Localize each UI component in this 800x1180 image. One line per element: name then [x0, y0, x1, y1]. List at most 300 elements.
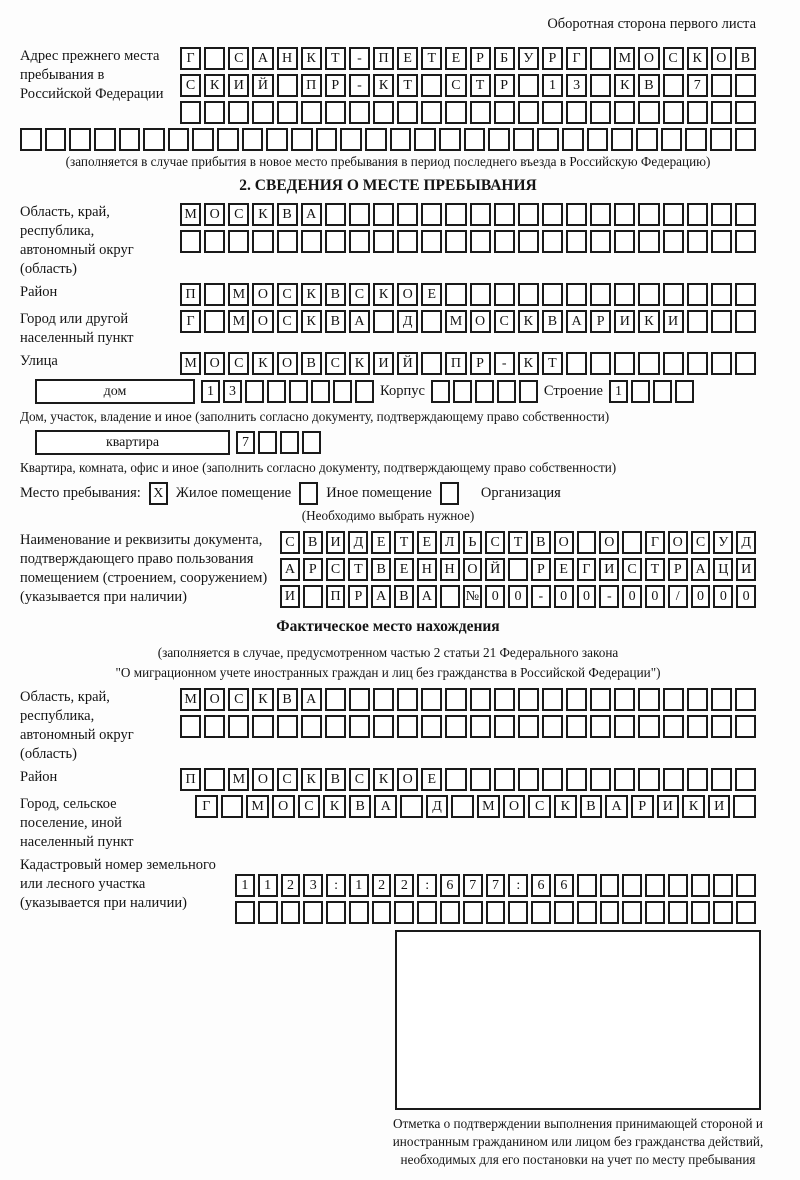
- char-box[interactable]: [687, 203, 708, 226]
- char-box[interactable]: [397, 715, 418, 738]
- char-box[interactable]: [566, 688, 587, 711]
- char-box[interactable]: О: [252, 310, 273, 333]
- char-box[interactable]: [638, 768, 659, 791]
- char-box[interactable]: -: [531, 585, 551, 608]
- char-box[interactable]: [168, 128, 190, 151]
- char-box[interactable]: 0: [577, 585, 597, 608]
- char-box[interactable]: [299, 482, 318, 505]
- char-box[interactable]: [542, 688, 563, 711]
- char-box[interactable]: Е: [421, 283, 442, 306]
- char-box[interactable]: И: [599, 558, 619, 581]
- char-box[interactable]: [542, 203, 563, 226]
- char-box[interactable]: [542, 230, 563, 253]
- char-box[interactable]: А: [566, 310, 587, 333]
- char-box[interactable]: В: [277, 203, 298, 226]
- char-box[interactable]: [280, 431, 299, 454]
- char-box[interactable]: [711, 688, 732, 711]
- char-box[interactable]: [421, 230, 442, 253]
- char-box[interactable]: [421, 352, 442, 375]
- char-box[interactable]: 1: [609, 380, 628, 403]
- char-box[interactable]: [711, 768, 732, 791]
- char-box[interactable]: К: [323, 795, 346, 818]
- char-box[interactable]: П: [180, 768, 201, 791]
- char-box[interactable]: [590, 203, 611, 226]
- char-box[interactable]: Ь: [463, 531, 483, 554]
- char-box[interactable]: [663, 203, 684, 226]
- char-box[interactable]: [281, 901, 301, 924]
- char-box[interactable]: Т: [397, 74, 418, 97]
- char-box[interactable]: 0: [508, 585, 528, 608]
- char-box[interactable]: М: [228, 768, 249, 791]
- char-box[interactable]: 7: [486, 874, 506, 897]
- char-box[interactable]: [600, 874, 620, 897]
- char-box[interactable]: [614, 283, 635, 306]
- char-box[interactable]: О: [599, 531, 619, 554]
- char-box[interactable]: [301, 230, 322, 253]
- char-box[interactable]: 1: [258, 874, 278, 897]
- char-box[interactable]: [475, 380, 494, 403]
- char-box[interactable]: [204, 47, 225, 70]
- char-box[interactable]: Т: [394, 531, 414, 554]
- char-box[interactable]: С: [663, 47, 684, 70]
- char-box[interactable]: К: [518, 352, 539, 375]
- char-box[interactable]: [325, 230, 346, 253]
- char-box[interactable]: Й: [252, 74, 273, 97]
- char-box[interactable]: [258, 901, 278, 924]
- char-box[interactable]: С: [228, 203, 249, 226]
- char-box[interactable]: [577, 531, 597, 554]
- char-box[interactable]: [653, 380, 672, 403]
- char-box[interactable]: [325, 688, 346, 711]
- char-box[interactable]: С: [228, 47, 249, 70]
- char-box[interactable]: [470, 203, 491, 226]
- char-box[interactable]: О: [463, 558, 483, 581]
- char-box[interactable]: [577, 901, 597, 924]
- char-box[interactable]: [614, 688, 635, 711]
- char-box[interactable]: О: [204, 688, 225, 711]
- char-box[interactable]: [735, 352, 756, 375]
- char-box[interactable]: К: [518, 310, 539, 333]
- char-box[interactable]: [464, 128, 486, 151]
- char-box[interactable]: А: [605, 795, 628, 818]
- char-box[interactable]: П: [180, 283, 201, 306]
- char-box[interactable]: [735, 310, 756, 333]
- char-box[interactable]: П: [301, 74, 322, 97]
- char-box[interactable]: [668, 901, 688, 924]
- char-box[interactable]: [373, 230, 394, 253]
- char-box[interactable]: Е: [371, 531, 391, 554]
- char-box[interactable]: [69, 128, 91, 151]
- char-box[interactable]: [470, 283, 491, 306]
- char-box[interactable]: Е: [397, 47, 418, 70]
- char-box[interactable]: С: [298, 795, 321, 818]
- char-box[interactable]: [735, 74, 756, 97]
- char-box[interactable]: [486, 901, 506, 924]
- char-box[interactable]: Л: [440, 531, 460, 554]
- char-box[interactable]: К: [614, 74, 635, 97]
- char-box[interactable]: [349, 101, 370, 124]
- char-box[interactable]: О: [204, 203, 225, 226]
- char-box[interactable]: [736, 874, 756, 897]
- char-box[interactable]: №: [463, 585, 483, 608]
- char-box[interactable]: В: [531, 531, 551, 554]
- char-box[interactable]: В: [735, 47, 756, 70]
- char-box[interactable]: [711, 230, 732, 253]
- char-box[interactable]: Р: [348, 585, 368, 608]
- char-box[interactable]: К: [252, 352, 273, 375]
- char-box[interactable]: [735, 203, 756, 226]
- char-box[interactable]: [614, 101, 635, 124]
- char-box[interactable]: [518, 715, 539, 738]
- char-box[interactable]: Б: [494, 47, 515, 70]
- char-box[interactable]: [494, 101, 515, 124]
- char-box[interactable]: [252, 101, 273, 124]
- char-box[interactable]: [566, 715, 587, 738]
- char-box[interactable]: [638, 101, 659, 124]
- char-box[interactable]: [453, 380, 472, 403]
- char-box[interactable]: Т: [348, 558, 368, 581]
- char-box[interactable]: [394, 901, 414, 924]
- kvartira-box[interactable]: квартира: [35, 430, 230, 455]
- char-box[interactable]: М: [180, 688, 201, 711]
- char-box[interactable]: Й: [397, 352, 418, 375]
- char-box[interactable]: [397, 101, 418, 124]
- char-box[interactable]: [414, 128, 436, 151]
- char-box[interactable]: [333, 380, 352, 403]
- char-box[interactable]: [267, 380, 286, 403]
- char-box[interactable]: [735, 715, 756, 738]
- char-box[interactable]: [204, 310, 225, 333]
- char-box[interactable]: [440, 901, 460, 924]
- char-box[interactable]: [518, 230, 539, 253]
- char-box[interactable]: [373, 715, 394, 738]
- char-box[interactable]: Р: [325, 74, 346, 97]
- char-box[interactable]: А: [349, 310, 370, 333]
- char-box[interactable]: [735, 283, 756, 306]
- char-box[interactable]: [711, 310, 732, 333]
- char-box[interactable]: У: [518, 47, 539, 70]
- char-box[interactable]: М: [614, 47, 635, 70]
- char-box[interactable]: [622, 531, 642, 554]
- char-box[interactable]: 0: [736, 585, 756, 608]
- char-box[interactable]: А: [371, 585, 391, 608]
- char-box[interactable]: О: [711, 47, 732, 70]
- char-box[interactable]: М: [246, 795, 269, 818]
- char-box[interactable]: [566, 230, 587, 253]
- char-box[interactable]: [277, 715, 298, 738]
- char-box[interactable]: И: [228, 74, 249, 97]
- char-box[interactable]: [711, 283, 732, 306]
- char-box[interactable]: В: [371, 558, 391, 581]
- char-box[interactable]: Н: [277, 47, 298, 70]
- char-box[interactable]: -: [599, 585, 619, 608]
- char-box[interactable]: Т: [470, 74, 491, 97]
- char-box[interactable]: М: [477, 795, 500, 818]
- char-box[interactable]: [735, 768, 756, 791]
- char-box[interactable]: [303, 585, 323, 608]
- char-box[interactable]: И: [657, 795, 680, 818]
- char-box[interactable]: 0: [645, 585, 665, 608]
- char-box[interactable]: [513, 128, 535, 151]
- char-box[interactable]: Й: [485, 558, 505, 581]
- char-box[interactable]: О: [272, 795, 295, 818]
- char-box[interactable]: [421, 74, 442, 97]
- char-box[interactable]: Е: [394, 558, 414, 581]
- char-box[interactable]: [566, 203, 587, 226]
- char-box[interactable]: [217, 128, 239, 151]
- char-box[interactable]: :: [417, 874, 437, 897]
- char-box[interactable]: [711, 203, 732, 226]
- char-box[interactable]: 3: [223, 380, 242, 403]
- char-box[interactable]: [675, 380, 694, 403]
- char-box[interactable]: [119, 128, 141, 151]
- char-box[interactable]: [691, 874, 711, 897]
- char-box[interactable]: С: [228, 352, 249, 375]
- char-box[interactable]: А: [417, 585, 437, 608]
- char-box[interactable]: [638, 283, 659, 306]
- char-box[interactable]: С: [326, 558, 346, 581]
- char-box[interactable]: [710, 128, 732, 151]
- char-box[interactable]: [228, 715, 249, 738]
- char-box[interactable]: [542, 768, 563, 791]
- char-box[interactable]: [518, 74, 539, 97]
- char-box[interactable]: [445, 768, 466, 791]
- char-box[interactable]: [242, 128, 264, 151]
- char-box[interactable]: О: [397, 283, 418, 306]
- char-box[interactable]: Д: [426, 795, 449, 818]
- char-box[interactable]: К: [252, 203, 273, 226]
- char-box[interactable]: [325, 203, 346, 226]
- char-box[interactable]: [470, 715, 491, 738]
- char-box[interactable]: [440, 482, 459, 505]
- char-box[interactable]: [519, 380, 538, 403]
- char-box[interactable]: К: [554, 795, 577, 818]
- char-box[interactable]: [349, 688, 370, 711]
- char-box[interactable]: -: [349, 74, 370, 97]
- char-box[interactable]: [440, 585, 460, 608]
- char-box[interactable]: [663, 283, 684, 306]
- char-box[interactable]: [566, 768, 587, 791]
- char-box[interactable]: [590, 47, 611, 70]
- char-box[interactable]: [631, 380, 650, 403]
- char-box[interactable]: Д: [397, 310, 418, 333]
- char-box[interactable]: С: [325, 352, 346, 375]
- char-box[interactable]: [326, 901, 346, 924]
- char-box[interactable]: И: [663, 310, 684, 333]
- char-box[interactable]: Н: [440, 558, 460, 581]
- char-box[interactable]: Д: [736, 531, 756, 554]
- char-box[interactable]: [439, 128, 461, 151]
- char-box[interactable]: [289, 380, 308, 403]
- char-box[interactable]: 2: [372, 874, 392, 897]
- char-box[interactable]: [204, 101, 225, 124]
- char-box[interactable]: Е: [417, 531, 437, 554]
- char-box[interactable]: 1: [235, 874, 255, 897]
- char-box[interactable]: 1: [542, 74, 563, 97]
- char-box[interactable]: [663, 715, 684, 738]
- char-box[interactable]: [590, 74, 611, 97]
- char-box[interactable]: [562, 128, 584, 151]
- char-box[interactable]: [291, 128, 313, 151]
- char-box[interactable]: [325, 101, 346, 124]
- char-box[interactable]: [590, 768, 611, 791]
- char-box[interactable]: [645, 901, 665, 924]
- char-box[interactable]: В: [277, 688, 298, 711]
- char-box[interactable]: Г: [180, 310, 201, 333]
- char-box[interactable]: О: [252, 283, 273, 306]
- char-box[interactable]: А: [301, 688, 322, 711]
- char-box[interactable]: [622, 901, 642, 924]
- char-box[interactable]: Е: [445, 47, 466, 70]
- char-box[interactable]: С: [349, 283, 370, 306]
- char-box[interactable]: [277, 74, 298, 97]
- char-box[interactable]: [687, 768, 708, 791]
- char-box[interactable]: [518, 688, 539, 711]
- char-box[interactable]: [494, 203, 515, 226]
- char-box[interactable]: [735, 128, 757, 151]
- char-box[interactable]: [445, 203, 466, 226]
- char-box[interactable]: К: [638, 310, 659, 333]
- char-box[interactable]: [735, 101, 756, 124]
- char-box[interactable]: [397, 203, 418, 226]
- char-box[interactable]: [663, 74, 684, 97]
- char-box[interactable]: М: [228, 283, 249, 306]
- char-box[interactable]: [204, 715, 225, 738]
- char-box[interactable]: А: [374, 795, 397, 818]
- char-box[interactable]: [266, 128, 288, 151]
- char-box[interactable]: [566, 352, 587, 375]
- char-box[interactable]: [397, 230, 418, 253]
- char-box[interactable]: О: [668, 531, 688, 554]
- char-box[interactable]: [661, 128, 683, 151]
- char-box[interactable]: М: [228, 310, 249, 333]
- char-box[interactable]: [587, 128, 609, 151]
- char-box[interactable]: [221, 795, 244, 818]
- char-box[interactable]: С: [445, 74, 466, 97]
- char-box[interactable]: [355, 380, 374, 403]
- char-box[interactable]: [349, 901, 369, 924]
- char-box[interactable]: [417, 901, 437, 924]
- char-box[interactable]: [451, 795, 474, 818]
- char-box[interactable]: С: [691, 531, 711, 554]
- char-box[interactable]: Т: [645, 558, 665, 581]
- char-box[interactable]: [687, 101, 708, 124]
- char-box[interactable]: [421, 688, 442, 711]
- char-box[interactable]: [614, 203, 635, 226]
- char-box[interactable]: К: [301, 768, 322, 791]
- char-box[interactable]: Р: [470, 47, 491, 70]
- char-box[interactable]: [614, 230, 635, 253]
- char-box[interactable]: [590, 101, 611, 124]
- char-box[interactable]: О: [470, 310, 491, 333]
- char-box[interactable]: [691, 901, 711, 924]
- char-box[interactable]: [303, 901, 323, 924]
- char-box[interactable]: Е: [554, 558, 574, 581]
- char-box[interactable]: Р: [470, 352, 491, 375]
- char-box[interactable]: С: [228, 688, 249, 711]
- char-box[interactable]: [373, 203, 394, 226]
- char-box[interactable]: К: [301, 283, 322, 306]
- char-box[interactable]: С: [622, 558, 642, 581]
- char-box[interactable]: В: [325, 310, 346, 333]
- char-box[interactable]: О: [204, 352, 225, 375]
- char-box[interactable]: [638, 230, 659, 253]
- char-box[interactable]: [228, 101, 249, 124]
- char-box[interactable]: М: [445, 310, 466, 333]
- char-box[interactable]: [325, 715, 346, 738]
- char-box[interactable]: -: [494, 352, 515, 375]
- char-box[interactable]: [20, 128, 42, 151]
- char-box[interactable]: Г: [645, 531, 665, 554]
- char-box[interactable]: [494, 768, 515, 791]
- char-box[interactable]: [614, 715, 635, 738]
- char-box[interactable]: К: [373, 74, 394, 97]
- char-box[interactable]: 6: [440, 874, 460, 897]
- dom-box[interactable]: дом: [35, 379, 195, 404]
- char-box[interactable]: [494, 230, 515, 253]
- char-box[interactable]: [518, 203, 539, 226]
- char-box[interactable]: О: [503, 795, 526, 818]
- char-box[interactable]: [735, 688, 756, 711]
- char-box[interactable]: [94, 128, 116, 151]
- char-box[interactable]: [531, 901, 551, 924]
- char-box[interactable]: [494, 283, 515, 306]
- char-box[interactable]: И: [373, 352, 394, 375]
- char-box[interactable]: [622, 874, 642, 897]
- char-box[interactable]: С: [349, 768, 370, 791]
- char-box[interactable]: [311, 380, 330, 403]
- char-box[interactable]: [431, 380, 450, 403]
- char-box[interactable]: 1: [201, 380, 220, 403]
- char-box[interactable]: С: [180, 74, 201, 97]
- char-box[interactable]: 2: [394, 874, 414, 897]
- char-box[interactable]: [713, 874, 733, 897]
- char-box[interactable]: [180, 715, 201, 738]
- char-box[interactable]: [421, 101, 442, 124]
- char-box[interactable]: [397, 688, 418, 711]
- char-box[interactable]: О: [277, 352, 298, 375]
- char-box[interactable]: Т: [325, 47, 346, 70]
- char-box[interactable]: [735, 230, 756, 253]
- char-box[interactable]: И: [280, 585, 300, 608]
- char-box[interactable]: [590, 352, 611, 375]
- char-box[interactable]: [180, 101, 201, 124]
- char-box[interactable]: [143, 128, 165, 151]
- char-box[interactable]: С: [280, 531, 300, 554]
- char-box[interactable]: [687, 688, 708, 711]
- char-box[interactable]: 3: [303, 874, 323, 897]
- char-box[interactable]: С: [277, 310, 298, 333]
- char-box[interactable]: [470, 230, 491, 253]
- char-box[interactable]: [204, 283, 225, 306]
- char-box[interactable]: [373, 101, 394, 124]
- char-box[interactable]: X: [149, 482, 168, 505]
- char-box[interactable]: О: [397, 768, 418, 791]
- char-box[interactable]: Т: [421, 47, 442, 70]
- char-box[interactable]: М: [180, 352, 201, 375]
- char-box[interactable]: 7: [463, 874, 483, 897]
- char-box[interactable]: [508, 901, 528, 924]
- char-box[interactable]: [736, 901, 756, 924]
- char-box[interactable]: Г: [195, 795, 218, 818]
- char-box[interactable]: [611, 128, 633, 151]
- char-box[interactable]: [470, 768, 491, 791]
- char-box[interactable]: [685, 128, 707, 151]
- char-box[interactable]: Г: [180, 47, 201, 70]
- char-box[interactable]: [228, 230, 249, 253]
- char-box[interactable]: [687, 310, 708, 333]
- char-box[interactable]: [349, 203, 370, 226]
